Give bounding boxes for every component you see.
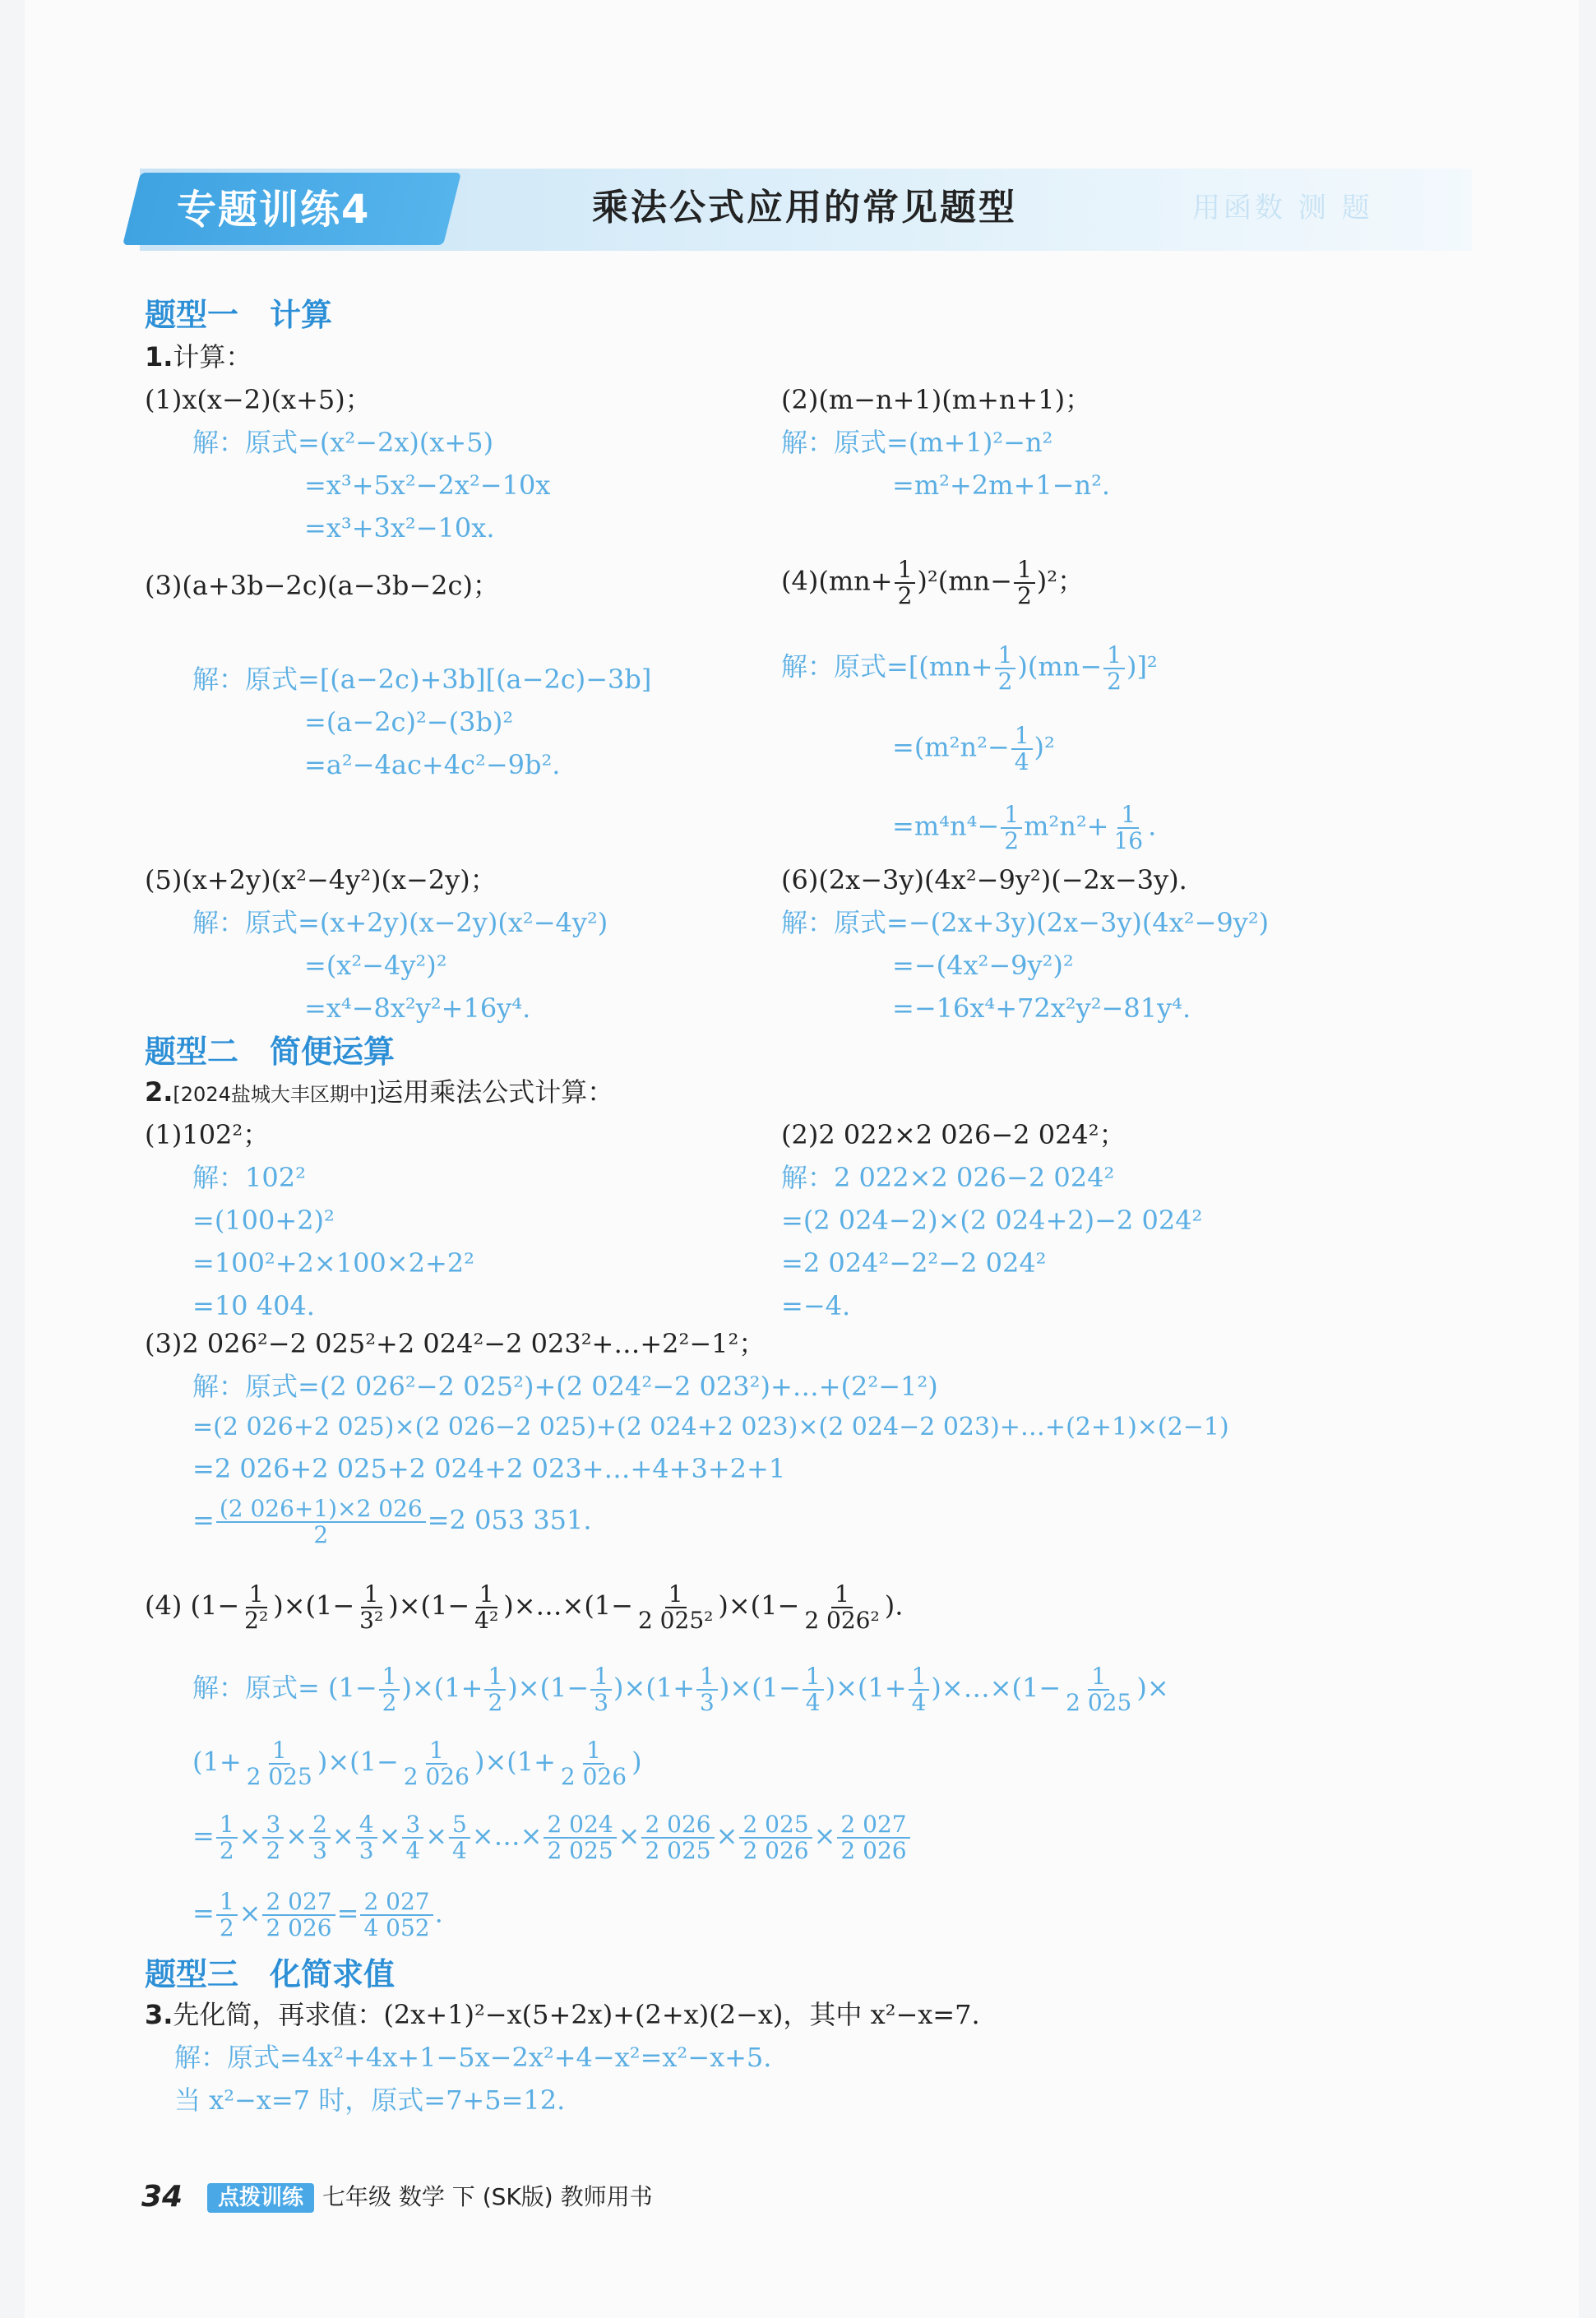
q1-part4-answer-line	[781, 643, 1158, 694]
expr-text: (1−	[305, 1589, 355, 1622]
denominator: 2 025²	[637, 1607, 714, 1634]
numerator: 1	[1088, 1664, 1109, 1691]
fraction	[557, 1738, 630, 1789]
numerator: 1	[426, 1738, 447, 1765]
expr-text: (1−	[750, 1589, 800, 1622]
denominator: 2 025	[246, 1763, 312, 1790]
fraction	[837, 1812, 909, 1863]
denominator: 2 026²	[804, 1607, 880, 1634]
denominator: 2 026	[742, 1837, 809, 1864]
denominator: 2	[1107, 668, 1122, 695]
expr-text: )×	[401, 1672, 434, 1704]
numerator: 2 024	[544, 1812, 616, 1839]
q2-part1-answer-line: =(100+2)²	[192, 1205, 335, 1236]
numerator: 1	[361, 1582, 382, 1608]
question-text: 运用乘法公式计算：	[377, 1076, 614, 1108]
numerator: 1	[269, 1738, 290, 1765]
numerator: 2 025	[739, 1812, 812, 1839]
numerator: 5	[449, 1812, 470, 1839]
fraction	[739, 1812, 812, 1863]
denominator: 2 026	[560, 1763, 627, 1790]
q3-answer-line: 解：原式=4x²+4x+1−5x−2x²+4−x²=x²−x+5.	[174, 2042, 772, 2073]
denominator: 2 025	[547, 1837, 613, 1864]
expr-text: (1−	[1011, 1672, 1062, 1704]
q1-part5-answer-line: 解：原式=(x+2y)(x−2y)(x²−4y²)	[192, 907, 608, 938]
fraction	[544, 1812, 616, 1863]
expr-text: )×	[273, 1589, 306, 1622]
q1-part3: (3)(a+3b−2c)(a−3b−2c)；	[145, 570, 499, 601]
q1-part1-answer-line: =x³+5x²−2x²−10x	[304, 470, 551, 501]
q3-answer-line: 当 x²−x=7 时，原式=7+5=12.	[174, 2084, 566, 2116]
denominator: 2	[266, 1837, 281, 1864]
question-3-stem	[145, 1996, 980, 2033]
numerator: 1	[1103, 643, 1125, 669]
q2-part4-answer-line	[192, 1890, 443, 1941]
denominator: 2	[897, 582, 913, 609]
expr-text: )²(mn−	[917, 565, 1012, 597]
fraction	[895, 558, 916, 608]
fraction	[696, 1664, 718, 1715]
q1-part3-answer-line: 解：原式=[(a−2c)+3b][(a−2c)−3b]	[192, 664, 652, 695]
q2-part1: (1)102²；	[145, 1119, 270, 1150]
numerator: 1	[246, 1582, 267, 1608]
expr-text: )×	[474, 1746, 507, 1778]
expr-text: =	[192, 1820, 215, 1852]
denominator: 2	[219, 1914, 234, 1941]
numerator: 1	[909, 1664, 930, 1691]
numerator: 1	[590, 1664, 612, 1691]
part-label: (4)	[145, 1589, 183, 1622]
q1-part2-answer-line: 解：原式=(m+1)²−n²	[781, 427, 1053, 458]
fraction	[1110, 803, 1146, 854]
expr-text: )²	[1034, 731, 1055, 763]
fraction	[360, 1890, 433, 1941]
expr-text: (1−	[349, 1746, 399, 1778]
numerator: 1	[831, 1582, 853, 1608]
expr-text: (1−	[539, 1672, 590, 1704]
fraction	[243, 1738, 316, 1789]
denominator: 4	[1014, 748, 1029, 775]
q1-part1-answer-line: 解：原式=(x²−2x)(x+5)	[192, 427, 494, 458]
expr-text: )]²	[1126, 650, 1158, 682]
denominator: 2 026	[266, 1914, 332, 1941]
numerator: 1	[379, 1664, 400, 1691]
denominator: 4	[805, 1689, 821, 1716]
q1-part4-answer-line	[892, 803, 1156, 854]
numerator: 1	[484, 1664, 506, 1691]
denominator: 2	[219, 1837, 234, 1864]
expr-text: )×	[718, 1589, 751, 1622]
expr-text: =	[336, 1897, 359, 1929]
q1-part6-answer-line: 解：原式=−(2x+3y)(2x−3y)(4x²−9y²)	[781, 907, 1270, 938]
expr-text: ×	[378, 1820, 401, 1852]
fraction	[1001, 803, 1022, 854]
fraction	[449, 1812, 470, 1863]
q2-part4-answer-line	[192, 1664, 1169, 1715]
page-title: 乘法公式应用的常见题型	[592, 187, 1017, 229]
expr-text: .	[1148, 810, 1157, 842]
brand-logo: 点拨训练	[207, 2183, 314, 2213]
q2-part1-answer-line: 解：102²	[192, 1162, 306, 1193]
expr-text: ×	[715, 1820, 738, 1852]
fraction	[309, 1812, 331, 1863]
q1-part2: (2)(m−n+1)(m+n+1)；	[781, 384, 1092, 415]
q2-part4	[145, 1582, 903, 1633]
expr-text: )	[631, 1746, 642, 1778]
q2-part4-answer-line	[192, 1738, 642, 1789]
numerator: 1	[1014, 558, 1035, 584]
expr-text: ×	[285, 1820, 308, 1852]
q2-part3: (3)2 026²−2 025²+2 024²−2 023²+…+2²−1²；	[145, 1328, 766, 1359]
numerator: 1	[216, 1812, 238, 1839]
numerator: 4	[356, 1812, 377, 1839]
q1-part6-answer-line: =−16x⁴+72x²y²−81y⁴.	[892, 992, 1191, 1024]
q1-part6-answer-line: =−(4x²−9y²)²	[892, 950, 1074, 981]
expr-text: )×	[613, 1672, 646, 1704]
denominator: 4	[452, 1837, 467, 1864]
fraction	[400, 1738, 473, 1789]
expr-text: =	[192, 1897, 215, 1929]
expr-text: =	[192, 1504, 215, 1536]
denominator: 3	[594, 1689, 609, 1716]
expr-text: (1−	[190, 1589, 240, 1622]
fraction	[356, 1582, 386, 1633]
header-ghost-text: 用函数 测 题	[1192, 192, 1373, 224]
expr-text: .	[434, 1897, 443, 1929]
fraction	[1103, 643, 1125, 694]
denominator: 2	[313, 1521, 329, 1548]
numerator: (2 026+1)×2 026	[216, 1497, 426, 1523]
q2-part2-answer-line: =(2 024−2)×(2 024+2)−2 024²	[781, 1205, 1203, 1236]
q2-part2-answer-line: =2 024²−2²−2 024²	[781, 1247, 1047, 1279]
expr-text: =2 053 351.	[427, 1504, 592, 1536]
question-1-stem	[145, 339, 252, 375]
denominator: 2	[1004, 827, 1020, 854]
expr-text: 解：原式=[(mn+	[781, 650, 993, 682]
denominator: 4	[405, 1837, 421, 1864]
q1-part1: (1)x(x−2)(x+5)；	[145, 384, 372, 415]
numerator: 2 026	[641, 1812, 714, 1839]
question-number: 2.	[145, 1076, 173, 1108]
fraction	[241, 1582, 271, 1633]
header-tag: 专题训练4	[177, 187, 371, 233]
question-text: 先化简，再求值：(2x+1)²−x(5+2x)+(2+x)(2−x)，其中 x²−x=7.	[173, 1999, 980, 2030]
numerator: 1	[216, 1890, 238, 1916]
fraction	[216, 1812, 238, 1863]
q1-part5-answer-line: =x⁴−8x²y²+16y⁴.	[304, 992, 531, 1024]
denominator: 2	[997, 668, 1013, 695]
fraction	[471, 1582, 502, 1633]
q1-part3-answer-line: =a²−4ac+4c²−9b².	[304, 749, 561, 780]
expr-text: (4)(mn+	[781, 565, 893, 597]
expr-text: (1−	[584, 1589, 633, 1622]
q2-part1-answer-line: =10 404.	[192, 1290, 315, 1321]
numerator: 1	[803, 1664, 824, 1691]
expr-text: (1+	[192, 1746, 242, 1778]
denominator: 3	[359, 1837, 374, 1864]
denominator: 4	[911, 1689, 927, 1716]
q1-part5-answer-line: =(x²−4y²)²	[304, 950, 447, 981]
expr-text: 解：原式=	[192, 1672, 320, 1704]
denominator: 3	[312, 1837, 327, 1864]
expr-text: )×…×	[503, 1589, 585, 1622]
numerator: 1	[995, 643, 1016, 669]
numerator: 1	[665, 1582, 687, 1608]
fraction	[641, 1812, 714, 1863]
numerator: 1	[583, 1738, 604, 1765]
expr-text: (1+	[857, 1672, 907, 1704]
fraction	[801, 1582, 882, 1633]
expr-text: )×…×	[931, 1672, 1012, 1704]
q2-part2-answer-line: =−4.	[781, 1290, 851, 1321]
denominator: 2²	[244, 1607, 269, 1634]
expr-text: )×	[388, 1589, 421, 1622]
expr-text: ×	[331, 1820, 354, 1852]
expr-text: )×	[1136, 1672, 1169, 1704]
numerator: 3	[262, 1812, 284, 1839]
expr-text: )×	[507, 1672, 540, 1704]
q2-part2-answer-line: 解：2 022×2 026−2 024²	[781, 1162, 1115, 1193]
fraction	[356, 1812, 377, 1863]
numerator: 1	[1117, 803, 1139, 829]
page-number: 34	[141, 2180, 183, 2214]
fraction	[484, 1664, 506, 1715]
numerator: 1	[696, 1664, 718, 1691]
expr-text: (1−	[420, 1589, 470, 1622]
fraction	[379, 1664, 400, 1715]
numerator: 1	[895, 558, 916, 584]
denominator: 2	[488, 1689, 503, 1716]
numerator: 2 027	[837, 1812, 909, 1839]
denominator: 16	[1113, 827, 1144, 854]
q1-part3-answer-line: =(a−2c)²−(3b)²	[304, 706, 514, 738]
denominator: 2 025	[645, 1837, 711, 1864]
question-2-stem	[145, 1074, 613, 1113]
question-number: 3.	[145, 1999, 173, 2030]
q2-part3-answer-line	[192, 1497, 592, 1548]
numerator: 1	[476, 1582, 497, 1608]
denominator: 4 052	[363, 1914, 430, 1941]
numerator: 1	[1011, 724, 1033, 750]
expr-text: =(m²n²−	[892, 731, 1010, 763]
q1-part5: (5)(x+2y)(x²−4y²)(x−2y)；	[145, 864, 497, 895]
denominator: 2	[382, 1689, 397, 1716]
expr-text: )×	[719, 1672, 752, 1704]
expr-text: ×	[425, 1820, 448, 1852]
fraction	[635, 1582, 716, 1633]
q2-part3-answer-line: =2 026+2 025+2 024+2 023+…+4+3+2+1	[192, 1453, 786, 1484]
section-title-3: 题型三 化简求值	[145, 1956, 396, 1992]
fraction	[262, 1812, 284, 1863]
fraction	[262, 1890, 335, 1941]
expr-text: (1+	[507, 1746, 556, 1778]
denominator: 2	[1016, 582, 1032, 609]
expr-text: (1−	[752, 1672, 801, 1704]
fraction	[402, 1812, 423, 1863]
fraction	[803, 1664, 824, 1715]
expr-text: ×	[238, 1820, 261, 1852]
denominator: 3²	[359, 1607, 384, 1634]
denominator: 3	[700, 1689, 715, 1716]
footer-text: 七年级 数学 下 (SK版) 教师用书	[322, 2183, 653, 2210]
q2-part1-answer-line: =100²+2×100×2+2²	[192, 1247, 474, 1279]
denominator: 2 025	[1066, 1689, 1132, 1716]
expr-text: ×	[238, 1897, 261, 1929]
fraction	[216, 1890, 238, 1941]
section-title-2: 题型二 简便运算	[145, 1034, 396, 1070]
q1-part1-answer-line: =x³+3x²−10x.	[304, 512, 495, 544]
q2-part3-answer-line: 解：原式=(2 026²−2 025²)+(2 024²−2 023²)+…+(2²−1²)	[192, 1371, 938, 1402]
expr-text: (1+	[645, 1672, 695, 1704]
question-source: [2024盐城大丰区期中]	[173, 1083, 377, 1106]
numerator: 3	[402, 1812, 423, 1839]
q2-part3-answer-line: =(2 026+2 025)×(2 026−2 025)+(2 024+2 023)×(2 024−2 023)+…+(2+1)×(2−1)	[192, 1413, 1229, 1441]
expr-text: )×	[317, 1746, 350, 1778]
expr-text: ×…×	[471, 1820, 543, 1852]
denominator: 2 026	[840, 1837, 907, 1864]
question-number: 1.	[145, 341, 173, 372]
fraction	[590, 1664, 612, 1715]
denominator: 4²	[474, 1607, 499, 1634]
numerator: 1	[1001, 803, 1022, 829]
expr-text: )×	[825, 1672, 858, 1704]
q1-part6: (6)(2x−3y)(4x²−9y²)(−2x−3y).	[781, 864, 1187, 895]
q1-part4-answer-line	[892, 724, 1055, 775]
fraction	[1062, 1664, 1135, 1715]
q2-part4-answer-line	[192, 1812, 912, 1863]
numerator: 2 027	[262, 1890, 335, 1916]
numerator: 2 027	[360, 1890, 433, 1916]
expr-text: ×	[618, 1820, 641, 1852]
fraction	[995, 643, 1016, 694]
expr-text: ).	[884, 1589, 904, 1622]
fraction	[1011, 724, 1033, 775]
q2-part2: (2)2 022×2 026−2 024²；	[781, 1119, 1126, 1150]
expr-text: ×	[813, 1820, 836, 1852]
expr-text: )²；	[1036, 565, 1085, 597]
numerator: 2	[309, 1812, 331, 1839]
expr-text: (1−	[328, 1672, 377, 1704]
q1-part2-answer-line: =m²+2m+1−n².	[892, 470, 1111, 501]
expr-text: m²n²+	[1024, 810, 1109, 842]
fraction	[1014, 558, 1035, 608]
section-title-1: 题型一 计算	[145, 297, 333, 333]
question-text: 计算：	[173, 341, 252, 372]
expr-text: (1+	[433, 1672, 483, 1704]
fraction	[216, 1497, 426, 1548]
expr-text: =m⁴n⁴−	[892, 810, 1000, 842]
fraction	[909, 1664, 930, 1715]
denominator: 2 026	[403, 1763, 470, 1790]
expr-text: )(mn−	[1017, 650, 1103, 682]
q1-part4	[781, 558, 1084, 608]
